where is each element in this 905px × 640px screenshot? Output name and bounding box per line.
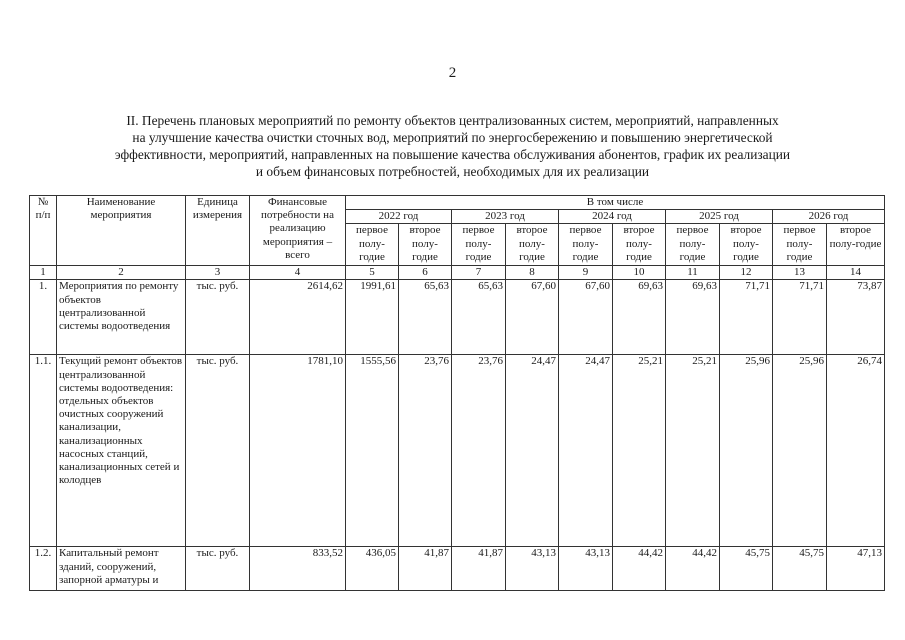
row-unit: тыс. руб. (186, 547, 250, 591)
row-unit: тыс. руб. (186, 280, 250, 355)
index-cell: 8 (506, 266, 559, 280)
row-value: 65,63 (452, 280, 506, 355)
row-value: 23,76 (399, 355, 452, 547)
row-value: 67,60 (506, 280, 559, 355)
row-value: 69,63 (613, 280, 666, 355)
row-value: 69,63 (666, 280, 720, 355)
row-unit: тыс. руб. (186, 355, 250, 547)
row-value: 26,74 (827, 355, 885, 547)
index-cell: 4 (250, 266, 346, 280)
header-year: 2024 год (559, 210, 666, 224)
row-name: Мероприятия по ремонту объектов централизованной системы водоотведения (57, 280, 186, 355)
header-total: Финансовые потребности на реализацию мероприятия – всего (250, 196, 346, 266)
section-heading (40, 112, 865, 180)
row-value: 44,42 (666, 547, 720, 591)
header-year: 2026 год (773, 210, 885, 224)
row-value: 43,13 (559, 547, 613, 591)
row-value: 24,47 (506, 355, 559, 547)
header-year: 2022 год (346, 210, 452, 224)
row-value: 1555,56 (346, 355, 399, 547)
row-number: 1. (30, 280, 57, 355)
index-cell: 12 (720, 266, 773, 280)
index-cell: 14 (827, 266, 885, 280)
row-name: Капитальный ремонт зданий, сооружений, запорной арматуры и (57, 547, 186, 591)
header-first-half: первое полу-годие (452, 224, 506, 266)
index-cell: 6 (399, 266, 452, 280)
row-value: 71,71 (720, 280, 773, 355)
row-value: 67,60 (559, 280, 613, 355)
row-value: 65,63 (399, 280, 452, 355)
header-first-half: первое полу-годие (559, 224, 613, 266)
row-number: 1.2. (30, 547, 57, 591)
index-cell: 7 (452, 266, 506, 280)
header-name: Наименование мероприятия (57, 196, 186, 266)
index-row (30, 266, 885, 280)
row-value: 45,75 (720, 547, 773, 591)
row-number: 1.1. (30, 355, 57, 547)
index-cell: 9 (559, 266, 613, 280)
row-value: 44,42 (613, 547, 666, 591)
row-value: 24,47 (559, 355, 613, 547)
header-first-half: первое полу-годие (666, 224, 720, 266)
index-cell: 10 (613, 266, 666, 280)
row-value: 73,87 (827, 280, 885, 355)
row-value: 45,75 (773, 547, 827, 591)
plan-table (29, 195, 885, 591)
header-year: 2025 год (666, 210, 773, 224)
index-cell: 11 (666, 266, 720, 280)
header-second-half: второе полу-годие (720, 224, 773, 266)
row-value: 25,21 (666, 355, 720, 547)
page-number: 2 (448, 65, 457, 81)
index-cell: 3 (186, 266, 250, 280)
index-cell: 13 (773, 266, 827, 280)
heading-line: на улучшение качества очистки сточных вод, мероприятий по энергосбережению и повышению энергетической (132, 130, 773, 145)
row-value: 436,05 (346, 547, 399, 591)
header-num: № п/п (30, 196, 57, 266)
table-row (30, 547, 885, 591)
header-first-half: первое полу-годие (346, 224, 399, 266)
row-total: 2614,62 (250, 280, 346, 355)
header-unit: Единица измерения (186, 196, 250, 266)
header-year: 2023 год (452, 210, 559, 224)
heading-line: и объем финансовых потребностей, необходимых для их реализации (255, 164, 650, 179)
heading-line: II. Перечень плановых мероприятий по ремонту объектов централизованных систем, мероприятий, направленных (126, 113, 779, 128)
row-name: Текущий ремонт объектов централизованной системы водоотведения: отдельных объектов очистных сооружений канализации, канализационных насосных станций, канализационных сетей и колодцев (57, 355, 186, 547)
table-row (30, 280, 885, 355)
row-value: 41,87 (399, 547, 452, 591)
row-value: 1991,61 (346, 280, 399, 355)
index-cell: 2 (57, 266, 186, 280)
header-including: В том числе (346, 196, 885, 210)
table-row (30, 355, 885, 547)
header-second-half: второе полу-годие (613, 224, 666, 266)
header-second-half: второе полу-годие (506, 224, 559, 266)
row-total: 1781,10 (250, 355, 346, 547)
header-second-half: второе полу-годие (399, 224, 452, 266)
row-value: 25,96 (773, 355, 827, 547)
row-value: 43,13 (506, 547, 559, 591)
row-value: 71,71 (773, 280, 827, 355)
row-value: 41,87 (452, 547, 506, 591)
header-first-half: первое полу-годие (773, 224, 827, 266)
header-second-half: второе полу-годие (827, 224, 885, 266)
index-cell: 1 (30, 266, 57, 280)
row-total: 833,52 (250, 547, 346, 591)
row-value: 25,21 (613, 355, 666, 547)
row-value: 25,96 (720, 355, 773, 547)
row-value: 23,76 (452, 355, 506, 547)
heading-line: эффективности, мероприятий, направленных на повышение качества обслуживания абонентов, график их реализации (114, 147, 791, 162)
row-value: 47,13 (827, 547, 885, 591)
index-cell: 5 (346, 266, 399, 280)
